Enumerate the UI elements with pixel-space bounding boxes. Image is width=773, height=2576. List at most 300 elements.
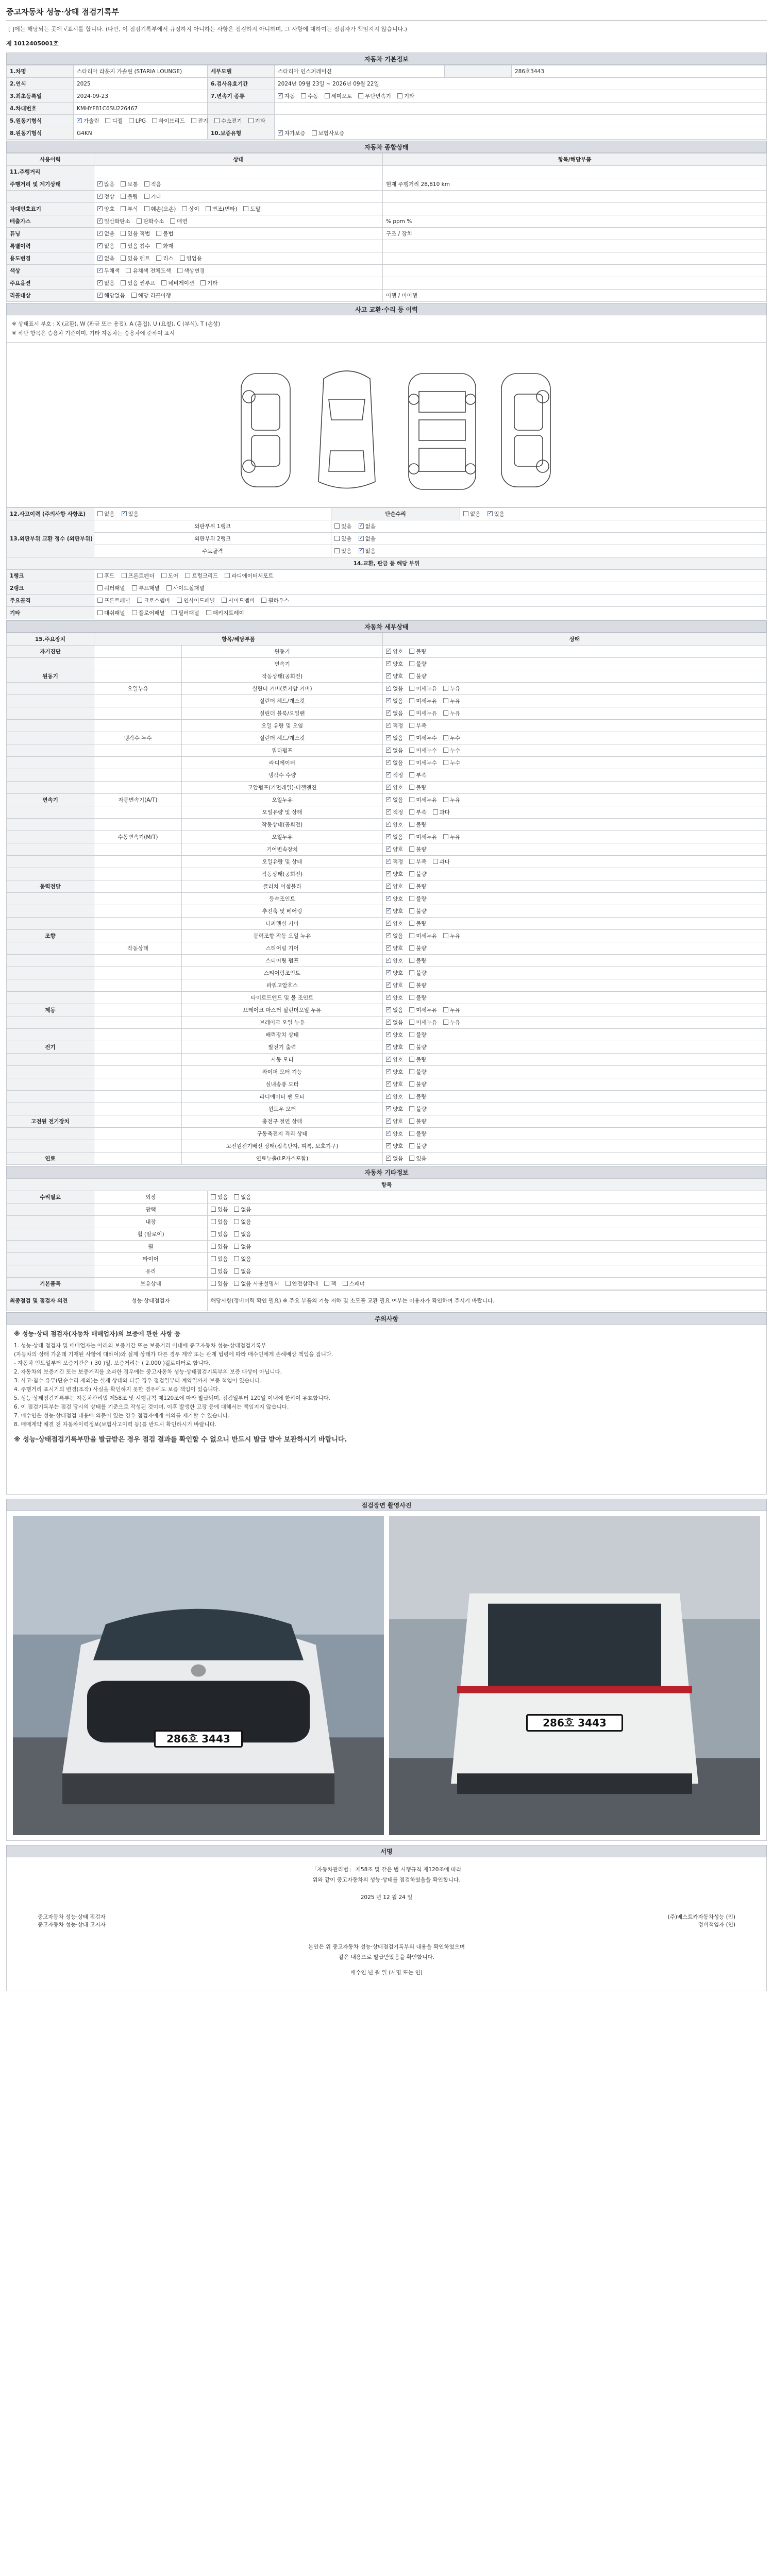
- detail-state[interactable]: ✓ 양호 불량: [383, 1103, 767, 1115]
- status-col-header: 항목/해당부품: [383, 154, 767, 166]
- other-state[interactable]: 있음 없음: [208, 1265, 767, 1278]
- detail-item: 변속기: [182, 658, 383, 670]
- notes-line: 4. 주행거리 표시기의 변경(조작) 사실을 확인하지 못한 경우에도 보증 책임이 있습니다.: [14, 1386, 220, 1393]
- detail-row: [7, 1016, 767, 1029]
- detail-state[interactable]: ✓ 적정 부족 과다: [383, 856, 767, 868]
- notes-line: 6. 이 점검기록부는 점검 당시의 상태를 기준으로 작성된 것이며, 이후 발생한 고장 등에 대해서는 책임지지 않습니다.: [14, 1404, 289, 1410]
- detail-col-header: 15.주요장치: [7, 633, 94, 646]
- detail-category: [7, 658, 94, 670]
- other-state[interactable]: 있음 없음: [208, 1241, 767, 1253]
- status-item: [383, 203, 767, 215]
- detail-col-header: 항목/해당부품: [94, 633, 383, 646]
- notes-warning: ※ 성능·상태점검기록부만을 발급받은 경우 점검 결과를 확인할 수 없으니 반드시 발급 받아 보관하시기 바랍니다.: [14, 1436, 347, 1444]
- other-item: 외장: [94, 1191, 208, 1204]
- detail-row: [7, 707, 767, 720]
- status-row: [7, 240, 767, 252]
- status-item: [383, 191, 767, 203]
- detail-state[interactable]: ✓ 양호 불량: [383, 1041, 767, 1054]
- status-state[interactable]: ✓정상 불량 기타: [94, 191, 383, 203]
- status-row: [7, 277, 767, 290]
- notes-line: 2. 자동차의 보증기간 또는 보증거리를 초과한 경우에는 중고자동차 성능·상태점검기록부의 보증 대상이 아닙니다.: [14, 1369, 282, 1375]
- car-outline-diagram: [7, 343, 767, 507]
- basic-value[interactable]: ✓ 자가보증 보험사보증: [275, 127, 767, 140]
- sign-header: 서명: [6, 1845, 767, 1857]
- doc-title: 중고자동차 성능·상태 점검기록부: [6, 5, 767, 21]
- detail-subcategory: [94, 1041, 182, 1054]
- detail-state[interactable]: ✓ 양호 불량: [383, 1054, 767, 1066]
- basic-label: 3.최초등록일: [7, 90, 74, 103]
- detail-subcategory: [94, 955, 182, 967]
- detail-state[interactable]: ✓ 양호 불량: [383, 918, 767, 930]
- detail-subcategory: [94, 856, 182, 868]
- detail-item: 파워고압호스: [182, 979, 383, 992]
- detail-item: 라디에이터: [182, 757, 383, 769]
- detail-state[interactable]: ✓ 양호 불량: [383, 967, 767, 979]
- detail-item: 실린더 헤드/개스킷: [182, 732, 383, 744]
- status-row: [7, 265, 767, 277]
- detail-item: 타이로드엔드 및 볼 조인트: [182, 992, 383, 1004]
- exchange-rank-label: 13.외판부위 교환 정수 (외판부위): [7, 520, 94, 557]
- detail-state[interactable]: ✓ 양호 불량: [383, 819, 767, 831]
- detail-subcategory: [94, 868, 182, 880]
- detail-item: 고전원전기배선 상태(접속단자, 피복, 보호기구): [182, 1140, 383, 1153]
- detail-subcategory: [94, 979, 182, 992]
- rear-photo: [389, 1516, 760, 1835]
- detail-state[interactable]: ✓ 없음 미세누수 누수: [383, 744, 767, 757]
- detail-subcategory: [94, 1078, 182, 1091]
- detail-subcategory: [94, 1153, 182, 1165]
- detail-subcategory: [94, 720, 182, 732]
- detail-row: [7, 744, 767, 757]
- status-label: 11.주행거리: [7, 166, 94, 178]
- sign-line-4: 같은 내용으로 발급받았음을 확인합니다.: [339, 1954, 434, 1960]
- rear-photo-image: [389, 1516, 760, 1835]
- detail-category: [7, 819, 94, 831]
- status-label: 차대번호표기: [7, 203, 94, 215]
- status-state[interactable]: ✓ 없음 있음 적법 불법: [94, 228, 383, 240]
- sign-left-1: 중고자동차 성능·상태 점검자: [38, 1914, 106, 1920]
- detail-subcategory: [94, 1054, 182, 1066]
- basic-value[interactable]: ✓ 가솔린 디젤 LPG 하이브리드 전기 수소전기 기타: [74, 115, 208, 127]
- other-category: [7, 1204, 94, 1216]
- detail-category: [7, 732, 94, 744]
- detail-category: [7, 979, 94, 992]
- detail-category: 연료: [7, 1153, 94, 1165]
- detail-category: [7, 942, 94, 955]
- detail-subcategory: [94, 992, 182, 1004]
- detail-state[interactable]: ✓ 양호 불량: [383, 979, 767, 992]
- detail-state[interactable]: ✓ 양호 불량: [383, 646, 767, 658]
- detail-row: [7, 646, 767, 658]
- parts-rank-a: 1랭크: [7, 570, 94, 582]
- detail-state[interactable]: ✓ 없음 미세누유 누유: [383, 1016, 767, 1029]
- status-state[interactable]: ✓ 양호 부식 훼손(오손) 상이 변조(변타) 도말: [94, 203, 383, 215]
- detail-item: 브레이크 오일 누유: [182, 1016, 383, 1029]
- status-state[interactable]: [94, 166, 383, 178]
- other-row: [7, 1265, 767, 1278]
- detail-state[interactable]: ✓ 양호 불량: [383, 1029, 767, 1041]
- detail-subcategory: [94, 769, 182, 782]
- other-state[interactable]: 있음 없음: [208, 1228, 767, 1241]
- outer-rank2-state[interactable]: 있음 ✓없음: [331, 533, 767, 545]
- status-item: [383, 166, 767, 178]
- detail-category: [7, 1029, 94, 1041]
- detail-row: [7, 683, 767, 695]
- detail-state[interactable]: ✓ 양호 불량: [383, 1066, 767, 1078]
- detail-row: [7, 1140, 767, 1153]
- detail-subcategory: 작동상태: [94, 942, 182, 955]
- basic-value[interactable]: ✓ 자동 수동 세미오토 무단변속기 기타: [275, 90, 767, 103]
- status-item: 구조 / 장치: [383, 228, 767, 240]
- status-state[interactable]: ✓ 많음 보통 적음: [94, 178, 383, 191]
- detail-category: 조향: [7, 930, 94, 942]
- basic-value: 2025: [74, 78, 208, 90]
- detail-state[interactable]: ✓ 양호 불량: [383, 1091, 767, 1103]
- basic-row: [7, 115, 767, 127]
- status-table: [6, 153, 767, 302]
- detail-category: [7, 769, 94, 782]
- detail-item: 충전구 절연 상태: [182, 1115, 383, 1128]
- accident-legend: [6, 315, 767, 343]
- basic-label: 1.차명: [7, 65, 74, 78]
- other-item: 유리: [94, 1265, 208, 1278]
- detail-state[interactable]: ✓ 적정 부족: [383, 769, 767, 782]
- detail-subcategory: [94, 806, 182, 819]
- detail-item: 구동축전지 격리 상태: [182, 1128, 383, 1140]
- other-category: 기본품목: [7, 1278, 94, 1290]
- detail-subcategory: [94, 1004, 182, 1016]
- detail-row: [7, 1004, 767, 1016]
- detail-item: 오일유량 및 상태: [182, 806, 383, 819]
- detail-category: [7, 1103, 94, 1115]
- other-col-header: 항목: [7, 1179, 767, 1191]
- status-row: [7, 203, 767, 215]
- detail-row: [7, 1078, 767, 1091]
- outer-rank1-label: 외판부위 1랭크: [94, 520, 331, 533]
- basic-label: 4.차대번호: [7, 103, 74, 115]
- detail-state[interactable]: ✓ 없음 미세누유 누유: [383, 707, 767, 720]
- buyer-sign[interactable]: 매수인 년 월 일 (서명 또는 인): [350, 1970, 423, 1976]
- detail-state[interactable]: ✓ 양호 불량: [383, 955, 767, 967]
- other-item: 광택: [94, 1204, 208, 1216]
- car-side-left-icon: [241, 374, 290, 487]
- detail-state[interactable]: ✓ 양호 불량: [383, 905, 767, 918]
- detail-row: [7, 1115, 767, 1128]
- status-col-header: 상태: [94, 154, 383, 166]
- detail-subcategory: [94, 782, 182, 794]
- status-state[interactable]: ✓ 없음 있음 침수 화재: [94, 240, 383, 252]
- outer-rank1-state[interactable]: 있음 ✓없음: [331, 520, 767, 533]
- detail-state[interactable]: ✓ 양호 불량: [383, 1128, 767, 1140]
- detail-category: [7, 1066, 94, 1078]
- other-row: [7, 1204, 767, 1216]
- detail-subcategory: [94, 819, 182, 831]
- outer-rank2-label: 외판부위 2랭크: [94, 533, 331, 545]
- detail-subcategory: [94, 1128, 182, 1140]
- notes-box: [6, 1325, 767, 1495]
- detail-category: [7, 782, 94, 794]
- status-state[interactable]: ✓ 무채색 유채색 전체도색 색상변경: [94, 265, 383, 277]
- detail-subcategory: [94, 670, 182, 683]
- detail-category: [7, 1128, 94, 1140]
- opinion-table: [6, 1290, 767, 1311]
- other-category: [7, 1253, 94, 1265]
- detail-item: 작동상태(공회전): [182, 819, 383, 831]
- notes-line: 8. 매매계약 체결 전 자동차이력정보(보험사고이력 등)를 반드시 확인하시기 바랍니다.: [14, 1421, 217, 1428]
- legend-line-1: ※ 상태표시 부호 : X (교환), W (판금 또는 용접), A (흠집), U (요철), C (부식), T (손상): [12, 321, 221, 327]
- detail-state[interactable]: ✓ 없음 미세누수 누수: [383, 757, 767, 769]
- detail-category: 원동기: [7, 670, 94, 683]
- detail-row: [7, 942, 767, 955]
- detail-category: [7, 744, 94, 757]
- detail-item: 시동 모터: [182, 1054, 383, 1066]
- notes-line: 1. 성능·상태 점검자 및 매매업자는 아래의 보증기간 또는 보증거리 이내에 중고자동차 성능·상태점검기록부: [14, 1343, 266, 1349]
- detail-row: [7, 1029, 767, 1041]
- basic-value: 2024-09-23: [74, 90, 208, 103]
- basic-label: 6.검사유효기간: [208, 78, 275, 90]
- detail-subcategory: [94, 918, 182, 930]
- detail-subcategory: [94, 843, 182, 856]
- notes-line: 7. 매수인은 성능·상태점검 내용에 의문이 있는 경우 점검자에게 이의를 제기할 수 있습니다.: [14, 1413, 230, 1419]
- basic-row: [7, 90, 767, 103]
- detail-state[interactable]: ✓ 없음 있음: [383, 1153, 767, 1165]
- detail-category: 전기: [7, 1041, 94, 1054]
- status-state[interactable]: ✓ 없음 있음 렌트 리스 영업용: [94, 252, 383, 265]
- other-state[interactable]: 있음 없음: [208, 1204, 767, 1216]
- car-diagram: [6, 343, 767, 507]
- front-photo-image: [13, 1516, 384, 1835]
- status-label: 리콜대상: [7, 290, 94, 302]
- detail-row: [7, 695, 767, 707]
- detail-item: 윈도우 모터: [182, 1103, 383, 1115]
- status-row: [7, 166, 767, 178]
- other-category: [7, 1265, 94, 1278]
- status-state[interactable]: ✓ 일산화탄소 탄화수소 매연: [94, 215, 383, 228]
- other-row: [7, 1241, 767, 1253]
- detail-row: [7, 1103, 767, 1115]
- detail-row: [7, 979, 767, 992]
- detail-state[interactable]: ✓ 없음 미세누유 누유: [383, 695, 767, 707]
- detail-subcategory: [94, 1091, 182, 1103]
- sign-box: [6, 1857, 767, 1991]
- detail-subcategory: 수동변속기(M/T): [94, 831, 182, 843]
- detail-subcategory: [94, 695, 182, 707]
- other-state[interactable]: 있음 없음: [208, 1253, 767, 1265]
- detail-row: [7, 757, 767, 769]
- status-label: 주요옵션: [7, 277, 94, 290]
- exchange-parts-subheader: 14.교환, 판금 등 해당 부위: [7, 557, 767, 570]
- sign-line-1: 「자동차관리법」 제58조 및 같은 법 시행규칙 제120조에 따라: [311, 1867, 462, 1873]
- status-state[interactable]: ✓ 없음 있음 썬루프 네비게이션 기타: [94, 277, 383, 290]
- detail-row: [7, 1128, 767, 1140]
- detail-item: 클러치 어셈블리: [182, 880, 383, 893]
- detail-row: [7, 880, 767, 893]
- detail-state[interactable]: ✓ 없음 미세누유 누유: [383, 1004, 767, 1016]
- detail-item: 냉각수 수량: [182, 769, 383, 782]
- detail-subcategory: [94, 893, 182, 905]
- detail-state[interactable]: ✓ 양호 불량: [383, 843, 767, 856]
- main-frame-label: 주요골격: [94, 545, 331, 557]
- detail-state[interactable]: ✓ 적정 부족: [383, 720, 767, 732]
- notes-header: 주의사항: [6, 1312, 767, 1325]
- accident-history-state[interactable]: 없음 ✓있음: [94, 508, 331, 520]
- basic-label: 7.변속기 종류: [208, 90, 275, 103]
- detail-row: [7, 1041, 767, 1054]
- notes-line: (자동차의 상태 가운데 기재된 사항에 대하여)와 실제 상태가 다른 경우 계약 또는 관계 법령에 따라 매수인에게 손해배상 책임을 집니다.: [14, 1351, 333, 1358]
- detail-item: 배력장치 상태: [182, 1029, 383, 1041]
- status-col-header: 사용이력: [7, 154, 94, 166]
- other-state[interactable]: 있음 없음 사용설명서 안전삼각대 잭 스패너: [208, 1278, 767, 1290]
- status-item: [383, 240, 767, 252]
- detail-category: 자기진단: [7, 646, 94, 658]
- detail-subcategory: [94, 744, 182, 757]
- detail-state[interactable]: ✓ 양호 불량: [383, 1115, 767, 1128]
- basic-row: [7, 65, 767, 78]
- detail-state[interactable]: ✓ 양호 불량: [383, 893, 767, 905]
- car-top-view-icon: [318, 371, 375, 488]
- basic-value: KMHYF81C6SU226467: [74, 103, 208, 115]
- detail-subcategory: [94, 707, 182, 720]
- basic-value: 286호3443: [512, 65, 767, 78]
- status-item: 현재 주행거리 28,810 km: [383, 178, 767, 191]
- notes-title: ※ 성능·상태 점검자(자동차 매매업자)의 보증에 관한 사항 등: [14, 1330, 181, 1337]
- detail-subcategory: [94, 905, 182, 918]
- detail-state[interactable]: ✓ 양호 불량: [383, 1140, 767, 1153]
- detail-item: 오일누유: [182, 794, 383, 806]
- detail-subcategory: [94, 1029, 182, 1041]
- notice-text: [ ]에는 해당되는 곳에 √표시를 합니다. (다만, 이 점검기록부에서 규정하지 아니하는 사항은 점검하지 아니하며, 그 사항에 대하여는 점검자가 책임지지 않습니다.): [8, 26, 408, 32]
- detail-row: [7, 831, 767, 843]
- detail-category: [7, 757, 94, 769]
- detail-state[interactable]: ✓ 양호 불량: [383, 942, 767, 955]
- detail-item: 스티어링조인트: [182, 967, 383, 979]
- parts-rank-b: 2랭크: [7, 582, 94, 595]
- detail-category: [7, 831, 94, 843]
- status-label: 특별이력: [7, 240, 94, 252]
- detail-item: 스티어링 펌프: [182, 955, 383, 967]
- detail-category: [7, 843, 94, 856]
- detail-state[interactable]: ✓ 양호 불량: [383, 868, 767, 880]
- detail-row: [7, 658, 767, 670]
- detail-state[interactable]: ✓ 적정 부족 과다: [383, 806, 767, 819]
- detail-subcategory: [94, 658, 182, 670]
- other-category: 수리필요: [7, 1191, 94, 1204]
- legend-line-2: ※ 하단 항목은 승용차 기준이며, 기타 자동차는 승용차에 준하여 표시: [12, 330, 175, 336]
- sign-line-3: 본인은 위 중고자동차 성능·상태점검기록부의 내용을 확인하였으며: [308, 1944, 465, 1950]
- simple-repair-state[interactable]: 없음 ✓있음: [460, 508, 767, 520]
- detail-row: [7, 720, 767, 732]
- detail-state[interactable]: ✓ 양호 불량: [383, 992, 767, 1004]
- detail-category: [7, 856, 94, 868]
- notes-line: 3. 사고·침수 유무(단순수리 제외)는 실제 상태와 다른 경우 점검일부터 계약일까지 보증 책임이 있습니다.: [14, 1378, 262, 1384]
- detail-state[interactable]: ✓ 없음 미세누유 누유: [383, 794, 767, 806]
- detail-state[interactable]: ✓ 양호 불량: [383, 782, 767, 794]
- parts-rank-d: 기타: [7, 607, 94, 619]
- detail-state[interactable]: ✓ 양호 불량: [383, 658, 767, 670]
- photo-row: [6, 1511, 767, 1841]
- detail-category: 고전원 전기장치: [7, 1115, 94, 1128]
- detail-state[interactable]: ✓ 없음 미세누유 누유: [383, 683, 767, 695]
- basic-label: 8.원동기형식: [7, 127, 74, 140]
- detail-state[interactable]: ✓ 양호 불량: [383, 1078, 767, 1091]
- other-item: 휠: [94, 1241, 208, 1253]
- other-state[interactable]: 있음 없음: [208, 1191, 767, 1204]
- status-item: [383, 252, 767, 265]
- detail-row: [7, 1054, 767, 1066]
- detail-row: [7, 893, 767, 905]
- other-state[interactable]: 있음 없음: [208, 1216, 767, 1228]
- detail-state[interactable]: ✓ 없음 미세누유 누유: [383, 930, 767, 942]
- accident-table: 12.사고이력 (주의사항 사항조) 없음 ✓있음 단순수리 없음 ✓있음 13.외판부위 교환 정수 (외판부위) 외판부위 1랭크 있음 ✓없음 외판부위 2랭크 있음 ✓없음 주요골격 있음 ✓없음 14.교환, 판금 등 해당 부위 1랭크 후드 프론트펜더 도어 트렁크리드 라디에이터서포트 2랭크 쿼터패널 루프패널 사이드실패널 주요골격 프론트패널 크로스멤버 인사이드패널 사이드멤버 휠하우스 기타 대쉬패널 플로어패널 필러패널 패키지트레이: [6, 507, 767, 619]
- detail-subcategory: [94, 1140, 182, 1153]
- detail-state[interactable]: ✓ 양호 불량: [383, 670, 767, 683]
- detail-row: [7, 856, 767, 868]
- detail-category: [7, 1054, 94, 1066]
- detail-item: 디퍼렌셜 기어: [182, 918, 383, 930]
- detail-category: [7, 1091, 94, 1103]
- detail-category: [7, 905, 94, 918]
- basic-value: 스타리아 라운지 가솔린 (STARIA LOUNGE): [74, 65, 208, 78]
- detail-item: 라디에이터 팬 모터: [182, 1091, 383, 1103]
- detail-category: [7, 720, 94, 732]
- other-item: 내장: [94, 1216, 208, 1228]
- status-label: 용도변경: [7, 252, 94, 265]
- detail-state[interactable]: ✓ 없음 미세누수 누수: [383, 732, 767, 744]
- detail-item: 고압펌프(커먼레일)-디젤엔진: [182, 782, 383, 794]
- detail-state[interactable]: ✓ 양호 불량: [383, 880, 767, 893]
- detail-row: [7, 918, 767, 930]
- detail-row: [7, 732, 767, 744]
- detail-table: [6, 633, 767, 1165]
- detail-item: 실내송풍 모터: [182, 1078, 383, 1091]
- detail-subcategory: [94, 1016, 182, 1029]
- detail-item: 작동상태(공회전): [182, 670, 383, 683]
- detail-category: 변속기: [7, 794, 94, 806]
- basic-value: 스타리아 인스퍼레이션: [275, 65, 445, 78]
- detail-item: 기어변속장치: [182, 843, 383, 856]
- other-row: [7, 1191, 767, 1204]
- sign-line-2: 위와 같이 중고자동차의 성능·상태를 점검하였음을 확인합니다.: [312, 1877, 461, 1883]
- basic-value: [275, 115, 767, 127]
- status-label: 배출가스: [7, 215, 94, 228]
- detail-item: 동력조향 작동 오일 누유: [182, 930, 383, 942]
- other-item: 보유상태: [94, 1278, 208, 1290]
- detail-item: 원동기: [182, 646, 383, 658]
- basic-row: [7, 127, 767, 140]
- detail-item: 등속조인트: [182, 893, 383, 905]
- detail-category: [7, 683, 94, 695]
- detail-item: 스티어링 기어: [182, 942, 383, 955]
- status-state[interactable]: ✓ 해당없음 해당 리콜이행: [94, 290, 383, 302]
- basic-value: [275, 103, 767, 115]
- detail-category: 제동: [7, 1004, 94, 1016]
- detail-item: 실린더 블록/오일팬: [182, 707, 383, 720]
- detail-item: 오일유량 및 상태: [182, 856, 383, 868]
- status-row: [7, 178, 767, 191]
- notes-line: 5. 성능·상태점검기록부는 자동차관리법 제58조 및 시행규칙 제120조에 따라 발급되며, 점검일부터 120일 이내에 한하여 유효합니다.: [14, 1395, 330, 1401]
- sign-right-2: 정비책임자 (인): [698, 1922, 735, 1928]
- car-frame-view-icon: [409, 374, 476, 489]
- detail-subcategory: 냉각수 누수: [94, 732, 182, 744]
- detail-item: 실린더 커버(로커암 커버): [182, 683, 383, 695]
- opinion-text: 해당사항(정비이력 확인 필요) ※ 주요 부품의 기능 저하 및 소모품 교환 필요 여부는 이용자가 확인하여 주시기 바랍니다.: [208, 1291, 767, 1311]
- car-side-right-icon: [501, 374, 550, 487]
- detail-state[interactable]: ✓ 없음 미세누유 누유: [383, 831, 767, 843]
- detail-subcategory: [94, 757, 182, 769]
- main-frame-state[interactable]: 있음 ✓없음: [331, 545, 767, 557]
- detail-subcategory: [94, 1115, 182, 1128]
- basic-label: 5.원동기형식: [7, 115, 74, 127]
